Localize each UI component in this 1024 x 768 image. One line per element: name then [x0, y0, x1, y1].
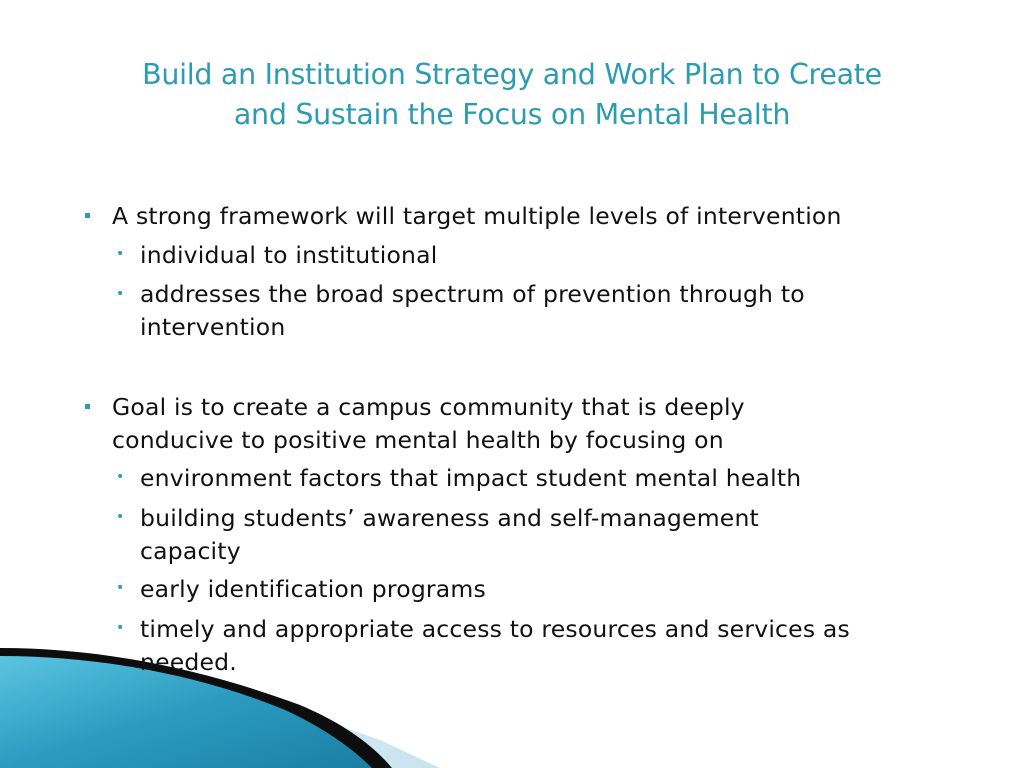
sub-bullet-text: capacity — [140, 537, 241, 565]
round-bullet-icon: • — [116, 469, 125, 485]
sub-bullet-text: timely and appropriate access to resources and services as — [140, 615, 850, 643]
round-bullet-icon: • — [116, 620, 125, 636]
square-bullet-icon — [85, 213, 90, 218]
round-bullet-icon: • — [116, 509, 125, 525]
sub-bullet-text: early identification programs — [140, 575, 486, 603]
bullet-text: A strong framework will target multiple levels of intervention — [112, 202, 842, 230]
sub-bullet-text: building students’ awareness and self-management — [140, 504, 759, 532]
sub-bullet-text: environment factors that impact student mental health — [140, 464, 802, 492]
sub-bullet-text: individual to institutional — [140, 241, 438, 269]
round-bullet-icon: • — [116, 580, 125, 596]
slide-title-line-1: Build an Institution Strategy and Work Plan to Create — [142, 58, 882, 91]
slide-title-line-2: and Sustain the Focus on Mental Health — [233, 98, 791, 131]
bullet-text: conducive to positive mental health by focusing on — [112, 426, 724, 454]
sub-bullet-text: intervention — [140, 313, 286, 341]
square-bullet-icon — [85, 404, 90, 409]
sub-bullet-text: needed. — [140, 648, 237, 676]
bullet-text: Goal is to create a campus community that is deeply — [112, 393, 745, 421]
round-bullet-icon: • — [116, 246, 125, 262]
round-bullet-icon: • — [116, 286, 125, 302]
sub-bullet-text: addresses the broad spectrum of prevention through to — [140, 280, 805, 308]
